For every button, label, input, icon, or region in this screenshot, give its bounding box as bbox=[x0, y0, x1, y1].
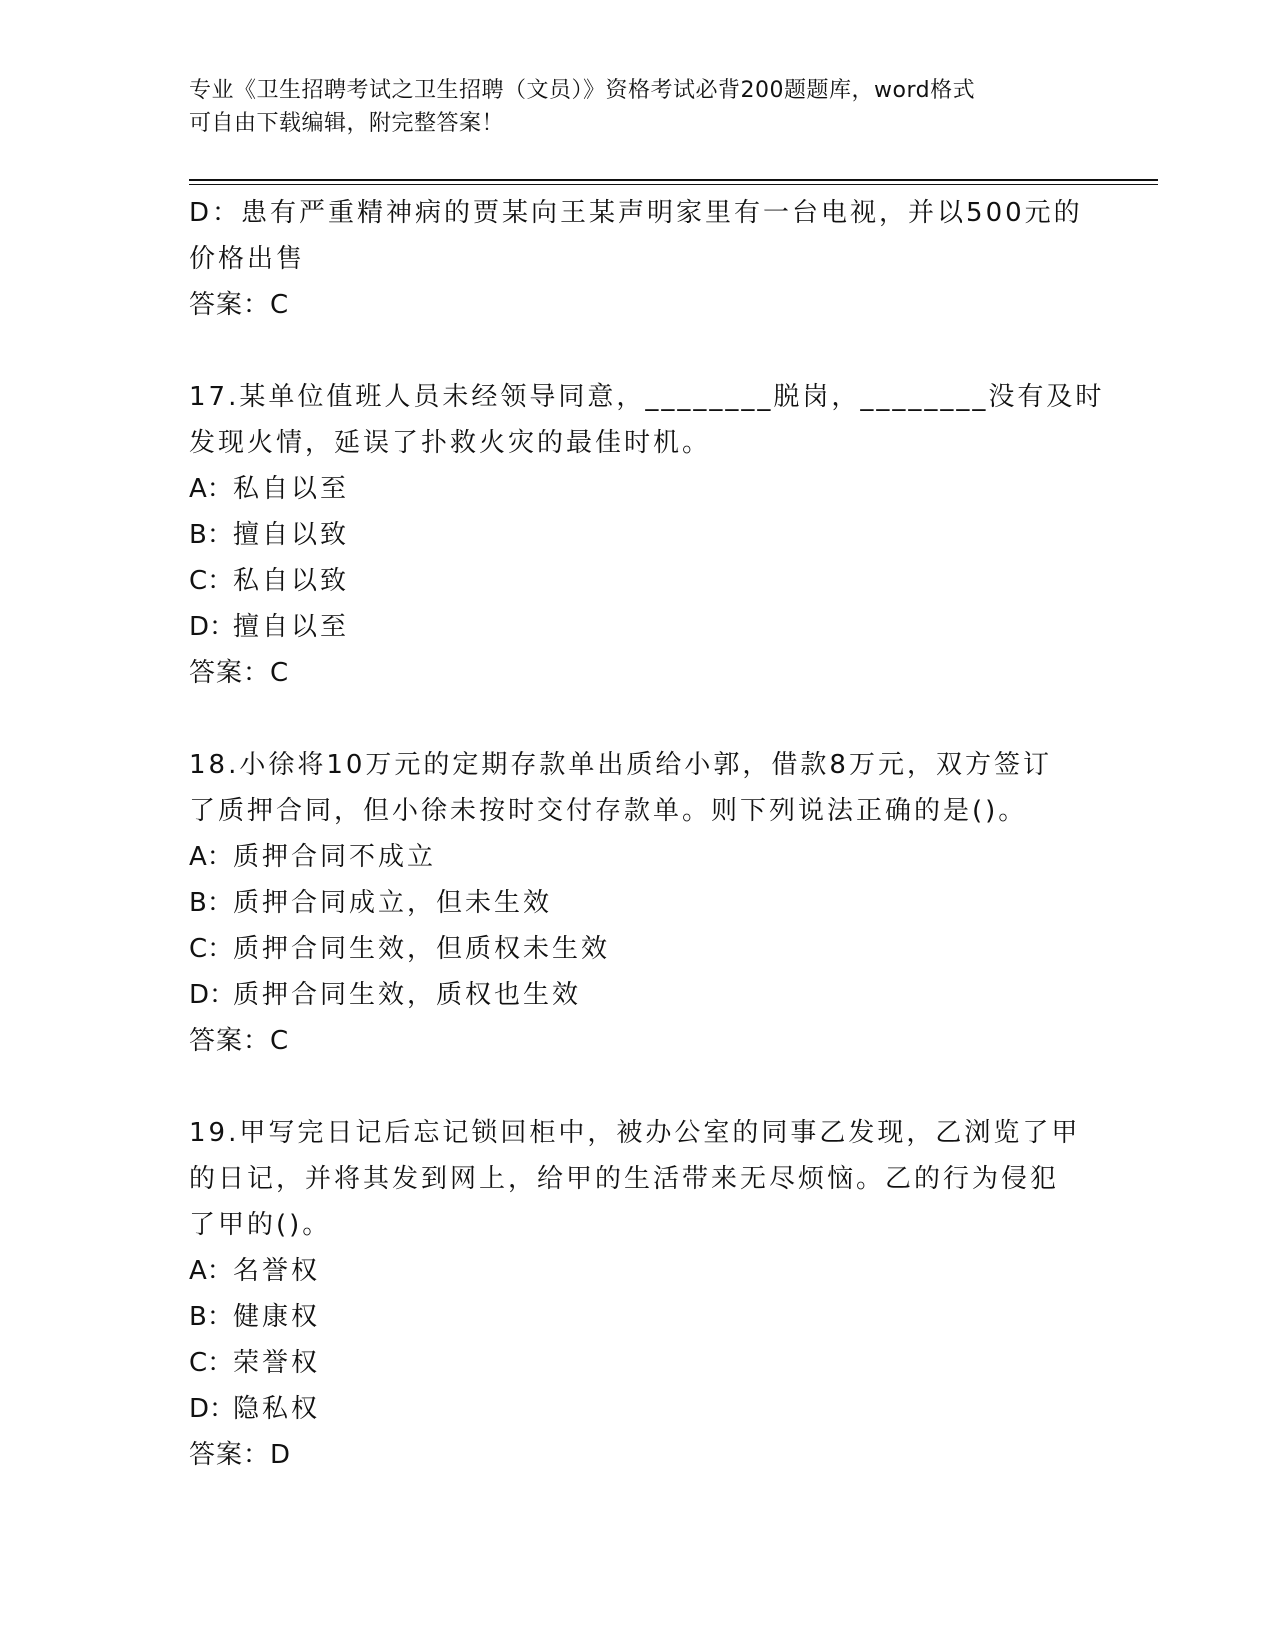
option-key: B： bbox=[189, 888, 233, 918]
option-a bbox=[189, 1248, 1089, 1294]
answer: 答案：D bbox=[189, 1440, 292, 1470]
header-title-line-2: 可自由下载编辑，附完整答案！ bbox=[189, 111, 505, 136]
option-key: B： bbox=[189, 1302, 233, 1332]
spacer bbox=[189, 328, 1089, 374]
option-key: B： bbox=[189, 520, 233, 550]
option-key: A： bbox=[189, 842, 233, 872]
option-a bbox=[189, 834, 1089, 880]
option-text: 荣誉权 bbox=[233, 1348, 321, 1378]
option-text: 质押合同成立，但未生效 bbox=[233, 888, 553, 918]
header-divider-thin bbox=[189, 184, 1158, 185]
option-c bbox=[189, 1340, 1089, 1386]
option-key: A： bbox=[189, 1256, 233, 1286]
option-text: 私自以致 bbox=[233, 566, 350, 596]
option-c bbox=[189, 558, 1089, 604]
option-text: 质押合同生效，质权也生效 bbox=[233, 980, 582, 1010]
header-divider-thick bbox=[189, 179, 1158, 181]
question-stem: 17.某单位值班人员未经领导同意，________脱岗，________没有及时 bbox=[189, 382, 1105, 412]
option-text: 质押合同不成立 bbox=[233, 842, 437, 872]
question-stem-continued: 发现火情，延误了扑救火灾的最佳时机。 bbox=[189, 428, 712, 458]
spacer bbox=[189, 1064, 1089, 1110]
option-key: D： bbox=[189, 980, 236, 1010]
question-18 bbox=[189, 742, 1089, 1064]
option-key: C： bbox=[189, 1348, 234, 1378]
option-key: D： bbox=[189, 612, 236, 642]
header-title-line-1: 专业《卫生招聘考试之卫生招聘（文员）》资格考试必背200题题库，word格式 bbox=[189, 78, 976, 103]
option-d bbox=[189, 604, 1089, 650]
document-header bbox=[189, 74, 1089, 140]
option-key: A： bbox=[189, 474, 233, 504]
option-text: 私自以至 bbox=[233, 474, 350, 504]
option-a bbox=[189, 466, 1089, 512]
question-stem-continued: 了质押合同，但小徐未按时交付存款单。则下列说法正确的是()。 bbox=[189, 796, 1028, 826]
answer: 答案：C bbox=[189, 658, 290, 688]
option-text: 质押合同生效，但质权未生效 bbox=[233, 934, 611, 964]
option-b bbox=[189, 880, 1089, 926]
question-19 bbox=[189, 1110, 1089, 1478]
option-c bbox=[189, 926, 1089, 972]
option-key: D： bbox=[189, 1394, 236, 1424]
option-text: 健康权 bbox=[233, 1302, 321, 1332]
question-list bbox=[189, 190, 1105, 1478]
option-d-continued: 价格出售 bbox=[189, 244, 306, 274]
answer: 答案：C bbox=[189, 1026, 290, 1056]
option-text: 擅自以致 bbox=[233, 520, 350, 550]
question-stem: 19.甲写完日记后忘记锁回柜中，被办公室的同事乙发现，乙浏览了甲 bbox=[189, 1118, 1081, 1148]
option-d bbox=[189, 1386, 1089, 1432]
question-17 bbox=[189, 374, 1105, 696]
option-key: C： bbox=[189, 566, 234, 596]
question-16-tail bbox=[189, 190, 1089, 328]
question-stem-continued: 的日记，并将其发到网上，给甲的生活带来无尽烦恼。乙的行为侵犯 bbox=[189, 1164, 1060, 1194]
option-b bbox=[189, 1294, 1089, 1340]
option-key: C： bbox=[189, 934, 234, 964]
option-d bbox=[189, 972, 1089, 1018]
answer: 答案：C bbox=[189, 290, 290, 320]
option-text: 擅自以至 bbox=[233, 612, 350, 642]
option-d: D：患有严重精神病的贾某向王某声明家里有一台电视，并以500元的 bbox=[189, 198, 1083, 228]
option-b bbox=[189, 512, 1089, 558]
question-stem-continued: 了甲的()。 bbox=[189, 1210, 332, 1240]
option-text: 名誉权 bbox=[233, 1256, 321, 1286]
spacer bbox=[189, 696, 1089, 742]
question-stem: 18.小徐将10万元的定期存款单出质给小郭，借款8万元，双方签订 bbox=[189, 750, 1052, 780]
option-text: 隐私权 bbox=[233, 1394, 321, 1424]
